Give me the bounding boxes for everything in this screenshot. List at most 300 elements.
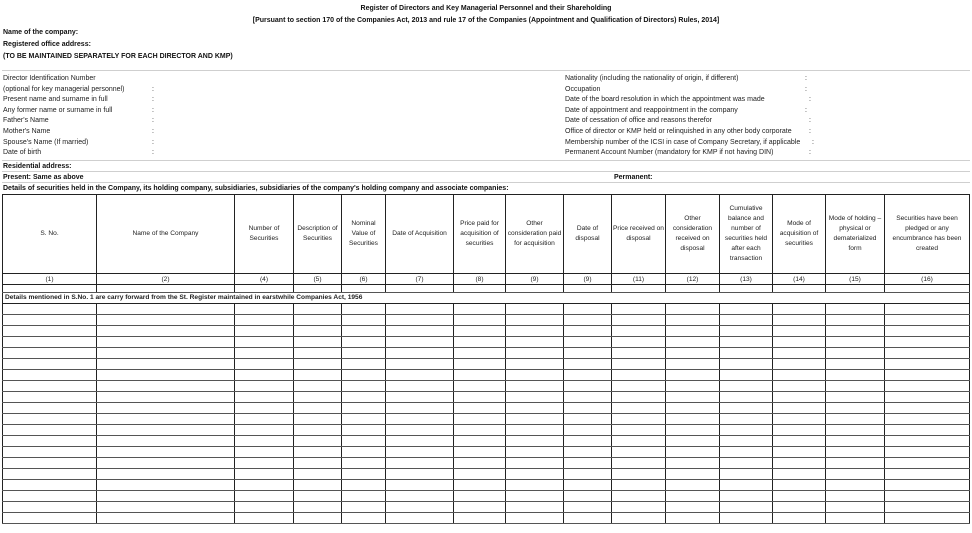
table-cell[interactable]	[564, 403, 612, 414]
table-cell[interactable]	[454, 285, 506, 293]
table-cell[interactable]	[564, 425, 612, 436]
table-cell[interactable]	[342, 326, 386, 337]
table-cell[interactable]	[342, 480, 386, 491]
table-cell[interactable]	[97, 480, 235, 491]
table-cell[interactable]	[564, 469, 612, 480]
table-cell[interactable]	[612, 326, 666, 337]
table-cell[interactable]	[666, 403, 720, 414]
table-cell[interactable]	[612, 315, 666, 326]
table-cell[interactable]	[885, 403, 970, 414]
table-cell[interactable]	[235, 348, 294, 359]
table-cell[interactable]	[666, 469, 720, 480]
table-cell[interactable]	[564, 370, 612, 381]
table-cell[interactable]	[342, 502, 386, 513]
table-cell[interactable]	[666, 326, 720, 337]
table-cell[interactable]	[885, 480, 970, 491]
table-cell[interactable]	[826, 502, 885, 513]
table-cell[interactable]	[294, 513, 342, 524]
table-cell[interactable]	[386, 403, 454, 414]
table-cell[interactable]	[666, 348, 720, 359]
table-cell[interactable]	[97, 447, 235, 458]
table-cell[interactable]	[454, 502, 506, 513]
table-cell[interactable]	[3, 381, 97, 392]
table-cell[interactable]	[720, 337, 773, 348]
table-cell[interactable]	[294, 315, 342, 326]
table-cell[interactable]	[342, 370, 386, 381]
table-cell[interactable]	[506, 491, 564, 502]
table-cell[interactable]	[235, 370, 294, 381]
table-cell[interactable]	[885, 491, 970, 502]
table-cell[interactable]	[826, 447, 885, 458]
table-cell[interactable]	[3, 491, 97, 502]
table-cell[interactable]	[97, 513, 235, 524]
table-cell[interactable]	[564, 285, 612, 293]
table-cell[interactable]	[720, 370, 773, 381]
table-cell[interactable]	[97, 315, 235, 326]
table-cell[interactable]	[3, 359, 97, 370]
table-cell[interactable]	[3, 326, 97, 337]
table-cell[interactable]	[294, 447, 342, 458]
table-cell[interactable]	[720, 458, 773, 469]
table-cell[interactable]	[666, 304, 720, 315]
table-cell[interactable]	[506, 480, 564, 491]
table-cell[interactable]	[506, 469, 564, 480]
table-cell[interactable]	[666, 502, 720, 513]
table-cell[interactable]	[3, 337, 97, 348]
table-cell[interactable]	[342, 436, 386, 447]
table-cell[interactable]	[612, 480, 666, 491]
table-cell[interactable]	[294, 359, 342, 370]
table-cell[interactable]	[235, 447, 294, 458]
table-cell[interactable]	[97, 436, 235, 447]
table-cell[interactable]	[294, 425, 342, 436]
table-cell[interactable]	[720, 348, 773, 359]
table-cell[interactable]	[454, 326, 506, 337]
table-cell[interactable]	[294, 337, 342, 348]
table-cell[interactable]	[666, 458, 720, 469]
table-cell[interactable]	[506, 513, 564, 524]
table-cell[interactable]	[564, 414, 612, 425]
table-cell[interactable]	[826, 370, 885, 381]
table-cell[interactable]	[885, 326, 970, 337]
table-cell[interactable]	[386, 315, 454, 326]
table-cell[interactable]	[720, 513, 773, 524]
table-cell[interactable]	[506, 403, 564, 414]
table-cell[interactable]	[506, 370, 564, 381]
table-cell[interactable]	[506, 425, 564, 436]
table-cell[interactable]	[773, 337, 826, 348]
table-cell[interactable]	[386, 359, 454, 370]
table-cell[interactable]	[612, 502, 666, 513]
table-cell[interactable]	[826, 359, 885, 370]
table-cell[interactable]	[294, 381, 342, 392]
table-cell[interactable]	[97, 348, 235, 359]
table-cell[interactable]	[885, 370, 970, 381]
table-cell[interactable]	[720, 436, 773, 447]
table-cell[interactable]	[386, 491, 454, 502]
table-cell[interactable]	[294, 469, 342, 480]
table-cell[interactable]	[564, 348, 612, 359]
table-cell[interactable]	[235, 392, 294, 403]
table-cell[interactable]	[666, 285, 720, 293]
table-cell[interactable]	[826, 480, 885, 491]
table-cell[interactable]	[506, 458, 564, 469]
table-cell[interactable]	[342, 381, 386, 392]
table-cell[interactable]	[386, 304, 454, 315]
table-cell[interactable]	[885, 315, 970, 326]
table-cell[interactable]	[235, 436, 294, 447]
table-cell[interactable]	[3, 447, 97, 458]
table-cell[interactable]	[97, 458, 235, 469]
table-cell[interactable]	[885, 381, 970, 392]
table-cell[interactable]	[342, 304, 386, 315]
table-cell[interactable]	[3, 436, 97, 447]
table-cell[interactable]	[826, 414, 885, 425]
table-cell[interactable]	[294, 392, 342, 403]
table-cell[interactable]	[386, 436, 454, 447]
table-cell[interactable]	[386, 381, 454, 392]
table-cell[interactable]	[773, 315, 826, 326]
table-cell[interactable]	[885, 304, 970, 315]
table-cell[interactable]	[506, 392, 564, 403]
table-cell[interactable]	[454, 447, 506, 458]
table-cell[interactable]	[3, 304, 97, 315]
table-cell[interactable]	[3, 392, 97, 403]
table-cell[interactable]	[720, 469, 773, 480]
table-cell[interactable]	[506, 359, 564, 370]
table-cell[interactable]	[612, 447, 666, 458]
table-cell[interactable]	[826, 458, 885, 469]
table-cell[interactable]	[454, 458, 506, 469]
table-cell[interactable]	[97, 403, 235, 414]
table-cell[interactable]	[342, 285, 386, 293]
table-cell[interactable]	[235, 285, 294, 293]
table-cell[interactable]	[342, 403, 386, 414]
table-cell[interactable]	[454, 414, 506, 425]
table-cell[interactable]	[342, 348, 386, 359]
table-cell[interactable]	[564, 337, 612, 348]
table-cell[interactable]	[3, 513, 97, 524]
table-cell[interactable]	[612, 392, 666, 403]
table-cell[interactable]	[612, 458, 666, 469]
table-cell[interactable]	[773, 304, 826, 315]
table-cell[interactable]	[294, 458, 342, 469]
table-cell[interactable]	[720, 491, 773, 502]
table-cell[interactable]	[826, 337, 885, 348]
table-cell[interactable]	[612, 414, 666, 425]
table-cell[interactable]	[294, 285, 342, 293]
table-cell[interactable]	[97, 469, 235, 480]
table-cell[interactable]	[97, 381, 235, 392]
table-cell[interactable]	[454, 348, 506, 359]
table-cell[interactable]	[885, 425, 970, 436]
table-cell[interactable]	[454, 480, 506, 491]
table-cell[interactable]	[342, 359, 386, 370]
table-cell[interactable]	[720, 359, 773, 370]
table-cell[interactable]	[826, 304, 885, 315]
table-cell[interactable]	[506, 447, 564, 458]
table-cell[interactable]	[826, 381, 885, 392]
table-cell[interactable]	[97, 392, 235, 403]
table-cell[interactable]	[386, 414, 454, 425]
table-cell[interactable]	[826, 326, 885, 337]
table-cell[interactable]	[564, 447, 612, 458]
table-cell[interactable]	[294, 326, 342, 337]
table-cell[interactable]	[773, 458, 826, 469]
table-cell[interactable]	[826, 285, 885, 293]
table-cell[interactable]	[564, 315, 612, 326]
table-cell[interactable]	[612, 436, 666, 447]
table-cell[interactable]	[235, 458, 294, 469]
table-cell[interactable]	[386, 447, 454, 458]
table-cell[interactable]	[826, 403, 885, 414]
table-cell[interactable]	[720, 425, 773, 436]
table-cell[interactable]	[506, 285, 564, 293]
table-cell[interactable]	[454, 392, 506, 403]
table-cell[interactable]	[342, 491, 386, 502]
table-cell[interactable]	[773, 359, 826, 370]
table-cell[interactable]	[885, 447, 970, 458]
table-cell[interactable]	[773, 414, 826, 425]
table-cell[interactable]	[773, 469, 826, 480]
table-cell[interactable]	[720, 304, 773, 315]
table-cell[interactable]	[666, 359, 720, 370]
table-cell[interactable]	[294, 480, 342, 491]
table-cell[interactable]	[773, 381, 826, 392]
table-cell[interactable]	[826, 392, 885, 403]
table-cell[interactable]	[454, 425, 506, 436]
table-cell[interactable]	[342, 458, 386, 469]
table-cell[interactable]	[294, 502, 342, 513]
table-cell[interactable]	[3, 480, 97, 491]
table-cell[interactable]	[564, 480, 612, 491]
table-cell[interactable]	[386, 502, 454, 513]
table-cell[interactable]	[720, 285, 773, 293]
table-cell[interactable]	[386, 285, 454, 293]
table-cell[interactable]	[773, 436, 826, 447]
table-cell[interactable]	[3, 315, 97, 326]
table-cell[interactable]	[3, 469, 97, 480]
table-cell[interactable]	[666, 392, 720, 403]
table-cell[interactable]	[773, 513, 826, 524]
table-cell[interactable]	[720, 414, 773, 425]
table-cell[interactable]	[454, 436, 506, 447]
table-cell[interactable]	[97, 304, 235, 315]
table-cell[interactable]	[235, 513, 294, 524]
table-cell[interactable]	[454, 359, 506, 370]
table-cell[interactable]	[235, 326, 294, 337]
table-cell[interactable]	[773, 326, 826, 337]
table-cell[interactable]	[454, 381, 506, 392]
table-cell[interactable]	[506, 348, 564, 359]
table-cell[interactable]	[342, 392, 386, 403]
table-cell[interactable]	[885, 392, 970, 403]
table-cell[interactable]	[97, 425, 235, 436]
table-cell[interactable]	[3, 458, 97, 469]
table-cell[interactable]	[454, 370, 506, 381]
table-cell[interactable]	[386, 337, 454, 348]
table-cell[interactable]	[826, 348, 885, 359]
table-cell[interactable]	[386, 425, 454, 436]
table-cell[interactable]	[885, 285, 970, 293]
table-cell[interactable]	[506, 337, 564, 348]
table-cell[interactable]	[342, 337, 386, 348]
table-cell[interactable]	[97, 326, 235, 337]
table-cell[interactable]	[235, 414, 294, 425]
table-cell[interactable]	[666, 480, 720, 491]
table-cell[interactable]	[386, 480, 454, 491]
table-cell[interactable]	[235, 425, 294, 436]
table-cell[interactable]	[666, 315, 720, 326]
table-cell[interactable]	[666, 425, 720, 436]
table-cell[interactable]	[612, 348, 666, 359]
table-cell[interactable]	[235, 480, 294, 491]
table-cell[interactable]	[3, 285, 97, 293]
table-cell[interactable]	[564, 359, 612, 370]
table-cell[interactable]	[235, 403, 294, 414]
table-cell[interactable]	[386, 513, 454, 524]
table-cell[interactable]	[720, 381, 773, 392]
table-cell[interactable]	[612, 381, 666, 392]
table-cell[interactable]	[3, 348, 97, 359]
table-cell[interactable]	[386, 370, 454, 381]
table-cell[interactable]	[773, 491, 826, 502]
table-cell[interactable]	[720, 502, 773, 513]
table-cell[interactable]	[97, 370, 235, 381]
table-cell[interactable]	[454, 304, 506, 315]
table-cell[interactable]	[235, 315, 294, 326]
table-cell[interactable]	[506, 304, 564, 315]
table-cell[interactable]	[773, 425, 826, 436]
table-cell[interactable]	[773, 348, 826, 359]
table-cell[interactable]	[885, 502, 970, 513]
table-cell[interactable]	[720, 392, 773, 403]
table-cell[interactable]	[885, 458, 970, 469]
table-cell[interactable]	[506, 315, 564, 326]
table-cell[interactable]	[885, 414, 970, 425]
table-cell[interactable]	[720, 403, 773, 414]
table-cell[interactable]	[454, 403, 506, 414]
table-cell[interactable]	[564, 458, 612, 469]
table-cell[interactable]	[612, 359, 666, 370]
table-cell[interactable]	[386, 392, 454, 403]
table-cell[interactable]	[826, 315, 885, 326]
table-cell[interactable]	[506, 326, 564, 337]
table-cell[interactable]	[386, 348, 454, 359]
table-cell[interactable]	[3, 403, 97, 414]
table-cell[interactable]	[294, 436, 342, 447]
table-cell[interactable]	[506, 436, 564, 447]
table-cell[interactable]	[97, 359, 235, 370]
table-cell[interactable]	[666, 491, 720, 502]
table-cell[interactable]	[773, 403, 826, 414]
table-cell[interactable]	[773, 480, 826, 491]
table-cell[interactable]	[885, 359, 970, 370]
table-cell[interactable]	[773, 285, 826, 293]
table-cell[interactable]	[885, 436, 970, 447]
table-cell[interactable]	[564, 304, 612, 315]
table-cell[interactable]	[826, 425, 885, 436]
table-cell[interactable]	[294, 403, 342, 414]
table-cell[interactable]	[826, 436, 885, 447]
table-cell[interactable]	[773, 370, 826, 381]
table-cell[interactable]	[294, 414, 342, 425]
table-cell[interactable]	[235, 502, 294, 513]
table-cell[interactable]	[235, 491, 294, 502]
table-cell[interactable]	[564, 502, 612, 513]
table-cell[interactable]	[612, 403, 666, 414]
table-cell[interactable]	[342, 315, 386, 326]
table-cell[interactable]	[386, 458, 454, 469]
table-cell[interactable]	[612, 491, 666, 502]
table-cell[interactable]	[235, 359, 294, 370]
table-cell[interactable]	[97, 502, 235, 513]
table-cell[interactable]	[720, 326, 773, 337]
table-cell[interactable]	[612, 425, 666, 436]
table-cell[interactable]	[294, 348, 342, 359]
table-cell[interactable]	[885, 513, 970, 524]
table-cell[interactable]	[3, 502, 97, 513]
table-cell[interactable]	[342, 414, 386, 425]
table-cell[interactable]	[506, 502, 564, 513]
table-cell[interactable]	[666, 414, 720, 425]
table-cell[interactable]	[235, 469, 294, 480]
table-cell[interactable]	[235, 337, 294, 348]
table-cell[interactable]	[342, 447, 386, 458]
table-cell[interactable]	[235, 381, 294, 392]
table-cell[interactable]	[386, 326, 454, 337]
table-cell[interactable]	[666, 513, 720, 524]
table-cell[interactable]	[564, 491, 612, 502]
table-cell[interactable]	[666, 370, 720, 381]
table-cell[interactable]	[666, 337, 720, 348]
table-cell[interactable]	[97, 337, 235, 348]
table-cell[interactable]	[564, 392, 612, 403]
table-cell[interactable]	[454, 491, 506, 502]
table-cell[interactable]	[97, 285, 235, 293]
table-cell[interactable]	[773, 502, 826, 513]
table-cell[interactable]	[720, 447, 773, 458]
table-cell[interactable]	[386, 469, 454, 480]
table-cell[interactable]	[564, 436, 612, 447]
table-cell[interactable]	[885, 337, 970, 348]
table-cell[interactable]	[3, 425, 97, 436]
table-cell[interactable]	[612, 304, 666, 315]
table-cell[interactable]	[885, 469, 970, 480]
table-cell[interactable]	[3, 370, 97, 381]
table-cell[interactable]	[666, 381, 720, 392]
table-cell[interactable]	[294, 370, 342, 381]
table-cell[interactable]	[3, 414, 97, 425]
table-cell[interactable]	[666, 436, 720, 447]
table-cell[interactable]	[564, 381, 612, 392]
table-cell[interactable]	[97, 414, 235, 425]
table-cell[interactable]	[342, 513, 386, 524]
table-cell[interactable]	[564, 513, 612, 524]
table-cell[interactable]	[612, 513, 666, 524]
table-cell[interactable]	[885, 348, 970, 359]
table-cell[interactable]	[454, 337, 506, 348]
table-cell[interactable]	[506, 381, 564, 392]
table-cell[interactable]	[342, 425, 386, 436]
table-cell[interactable]	[342, 469, 386, 480]
table-cell[interactable]	[720, 315, 773, 326]
table-cell[interactable]	[454, 315, 506, 326]
table-cell[interactable]	[720, 480, 773, 491]
table-cell[interactable]	[454, 469, 506, 480]
table-cell[interactable]	[773, 447, 826, 458]
table-cell[interactable]	[612, 337, 666, 348]
